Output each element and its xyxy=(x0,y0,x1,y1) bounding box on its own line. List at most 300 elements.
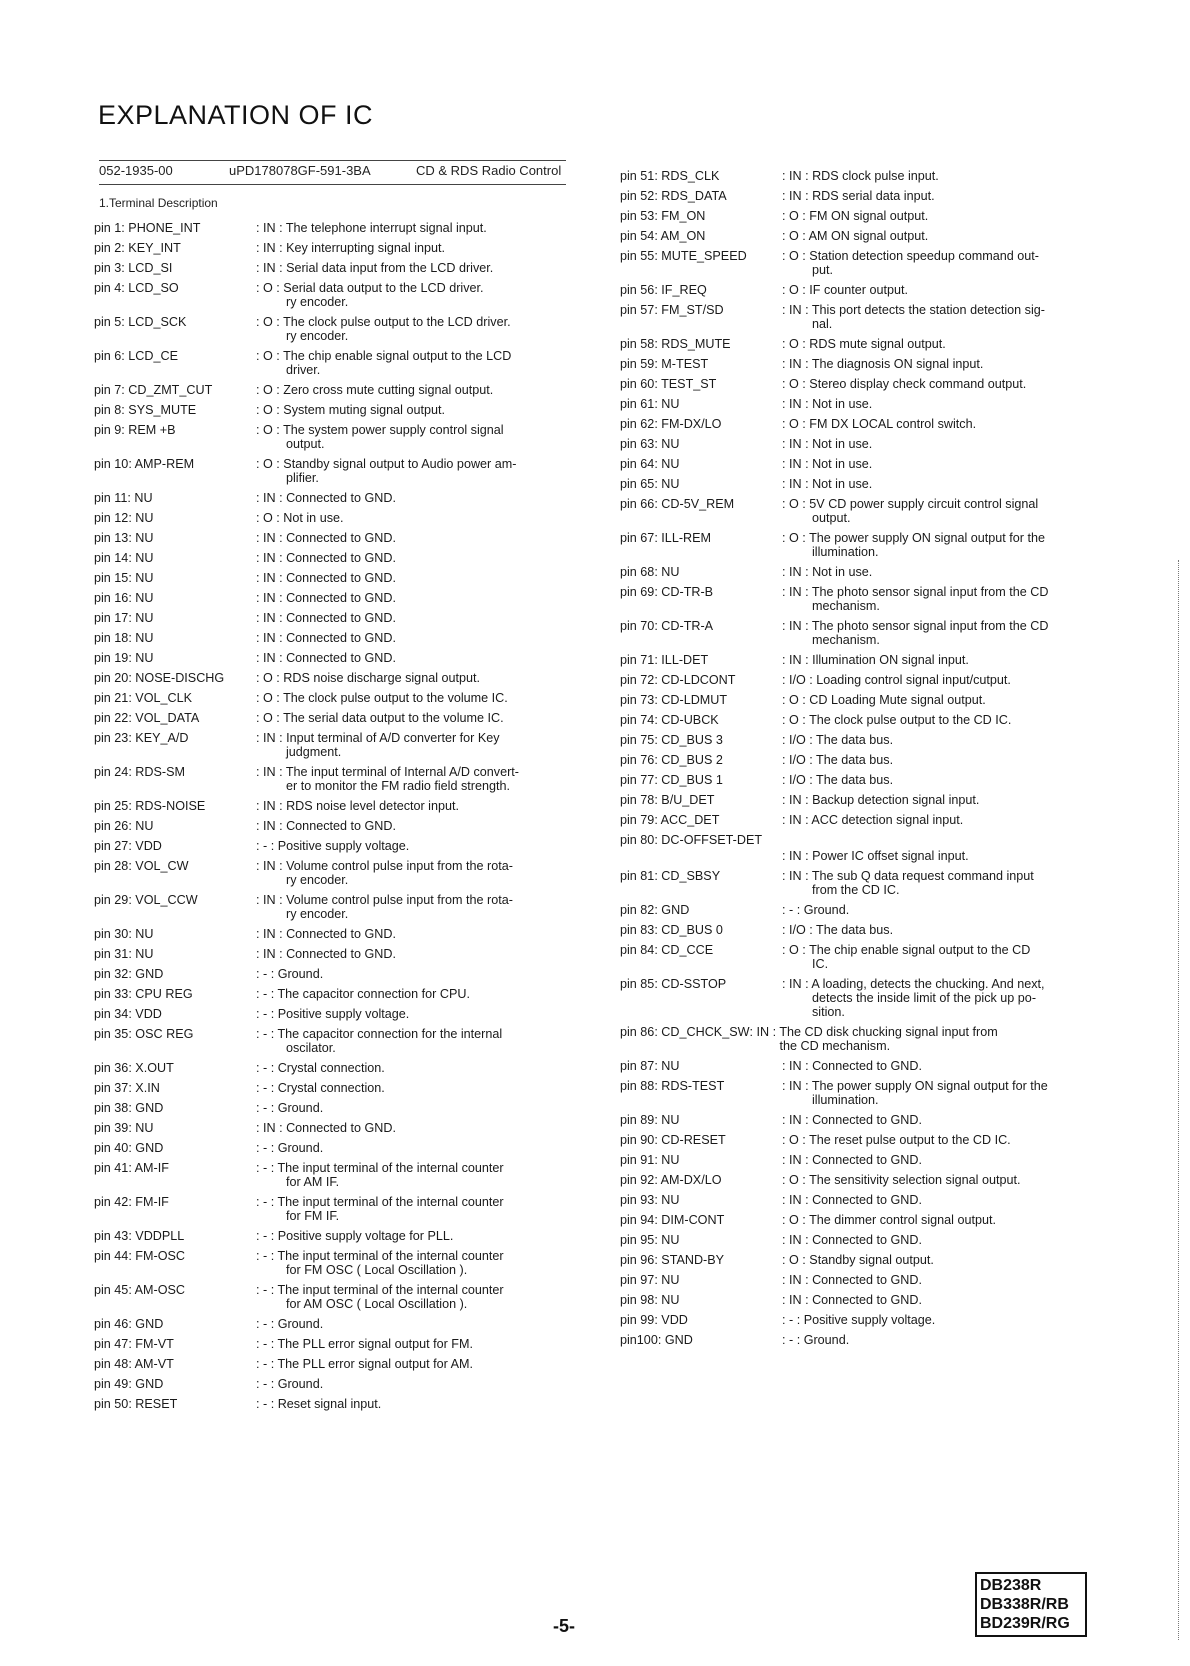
pin-description-text: : O : The clock pulse output to the CD IC. xyxy=(782,713,1012,727)
pin-label: pin 34: VDD xyxy=(94,1007,162,1021)
pin-row xyxy=(94,281,574,309)
pin-description-text: : O : RDS noise discharge signal output. xyxy=(256,671,481,685)
pin-description-continuation: oscilator. xyxy=(286,1041,336,1055)
pin-row xyxy=(94,987,574,1001)
pin-row xyxy=(620,249,1090,277)
pin-description-text: : - : Positive supply voltage. xyxy=(256,1007,410,1021)
pin-label: pin 47: FM-VT xyxy=(94,1337,174,1351)
page-title: EXPLANATION OF IC xyxy=(98,100,374,130)
pin-description xyxy=(782,169,1090,183)
pin-description-continuation: for AM OSC ( Local Oscillation ). xyxy=(286,1297,468,1311)
ic-model: uPD178078GF-591-3BA xyxy=(229,163,371,178)
pin-description-text: : O : Zero cross mute cutting signal output. xyxy=(256,383,494,397)
pin-description-text: : IN : Connected to GND. xyxy=(256,531,396,545)
pin-description-text: : IN : Backup detection signal input. xyxy=(782,793,980,807)
pin-description xyxy=(256,1121,574,1135)
pin-description-text: : O : The clock pulse output to the LCD driver. xyxy=(256,315,511,329)
pin-description-continuation: mechanism. xyxy=(812,599,880,613)
pin-row xyxy=(94,731,574,759)
pin-description-text: : IN : Connected to GND. xyxy=(256,571,396,585)
pin-row xyxy=(620,693,1090,707)
pin-description xyxy=(782,1133,1090,1147)
pin-label: pin 62: FM-DX/LO xyxy=(620,417,722,431)
pin-description xyxy=(782,437,1090,451)
pin-label: pin 29: VOL_CCW xyxy=(94,893,198,907)
pin-row xyxy=(94,383,574,397)
pin-description xyxy=(782,229,1090,243)
pin-description-text: : - : The input terminal of the internal counter xyxy=(256,1195,504,1209)
pin-label: pin 64: NU xyxy=(620,457,680,471)
pin-description-text: : IN : Connected to GND. xyxy=(256,611,396,625)
pin-description xyxy=(256,765,574,793)
pin-description xyxy=(782,653,1090,667)
model-number: DB238R xyxy=(980,1577,1042,1594)
pin-row xyxy=(94,571,574,585)
pin-description-text: : IN : Volume control pulse input from the rota- xyxy=(256,859,513,873)
pin-description xyxy=(782,813,1090,827)
pin-description-text: : - : The PLL error signal output for AM. xyxy=(256,1357,473,1371)
pin-description xyxy=(256,671,574,685)
pin-description xyxy=(256,221,574,235)
pin-description xyxy=(782,1213,1090,1227)
pin-description-continuation: illumination. xyxy=(812,545,879,559)
pin-row xyxy=(620,1313,1090,1327)
pin-row xyxy=(94,511,574,525)
pin-label: pin 67: ILL-REM xyxy=(620,531,711,545)
pin-description-text: : IN : Connected to GND. xyxy=(256,551,396,565)
pin-row xyxy=(94,403,574,417)
pin-description xyxy=(256,551,574,565)
pin-label: pin 14: NU xyxy=(94,551,154,565)
pin-description-text: : IN : Connected to GND. xyxy=(256,819,396,833)
pin-label: pin 10: AMP-REM xyxy=(94,457,195,471)
pin-description xyxy=(782,585,1090,613)
pin-row xyxy=(94,1161,574,1189)
pin-description-continuation: put. xyxy=(812,263,834,277)
pin-description-text: : - : Crystal connection. xyxy=(256,1081,385,1095)
pin-label: pin 5: LCD_SCK xyxy=(94,315,187,329)
pin-row xyxy=(94,551,574,565)
pin-row xyxy=(94,711,574,725)
pin-description-text: : O : The serial data output to the volume IC. xyxy=(256,711,504,725)
pin-description-text: : IN : Connected to GND. xyxy=(256,491,396,505)
pin-description-text: : - : Reset signal input. xyxy=(256,1397,382,1411)
pin-description xyxy=(256,1081,574,1095)
pin-row xyxy=(94,967,574,981)
pin-description-text: : O : The chip enable signal output to the CD xyxy=(782,943,1031,957)
pin-list-left xyxy=(94,221,574,1417)
pin-description xyxy=(256,987,574,1001)
pin-row xyxy=(620,377,1090,391)
pin-label: pin 40: GND xyxy=(94,1141,164,1155)
pin-description-text: : IN : A loading, detects the chucking. And next, xyxy=(782,977,1045,991)
pin-description xyxy=(256,457,574,485)
pin-label: pin 99: VDD xyxy=(620,1313,688,1327)
pin-description-text: : O : CD Loading Mute signal output. xyxy=(782,693,986,707)
pin-description-text: : I/O : The data bus. xyxy=(782,923,894,937)
pin-description-text: : IN : Illumination ON signal input. xyxy=(782,653,969,667)
pin-description xyxy=(256,819,574,833)
pin-row xyxy=(620,733,1090,747)
pin-description-text: : I/O : The data bus. xyxy=(782,733,894,747)
pin-row xyxy=(620,303,1090,331)
pin-label: pin 53: FM_ON xyxy=(620,209,706,223)
pin-label: pin 83: CD_BUS 0 xyxy=(620,923,723,937)
pin-label: pin 39: NU xyxy=(94,1121,154,1135)
pin-label: pin 65: NU xyxy=(620,477,680,491)
pin-row xyxy=(94,1283,574,1311)
pin-description-text: : O : Standby signal output to Audio power am- xyxy=(256,457,517,471)
pin-label: pin 25: RDS-NOISE xyxy=(94,799,206,813)
pin-description-text: : IN : The photo sensor signal input from the CD xyxy=(782,585,1049,599)
pin-description-continuation: nal. xyxy=(812,317,833,331)
pin-row xyxy=(620,457,1090,471)
pin-label: pin 96: STAND-BY xyxy=(620,1253,725,1267)
pin-description xyxy=(256,1377,574,1391)
pin-label: pin 12: NU xyxy=(94,511,154,525)
pin-description-text: : O : The chip enable signal output to the LCD xyxy=(256,349,512,363)
pin-description-text: : IN : The CD disk chucking signal input from xyxy=(749,1025,998,1039)
pin-description-text: : O : 5V CD power supply circuit control signal xyxy=(782,497,1039,511)
pin-row xyxy=(94,691,574,705)
pin-label: pin 41: AM-IF xyxy=(94,1161,169,1175)
pin-description xyxy=(256,1317,574,1331)
pin-label: pin 9: REM +B xyxy=(94,423,176,437)
pin-label: pin 54: AM_ON xyxy=(620,229,706,243)
pin-label: pin 86: CD_CHCK_SW xyxy=(620,1025,750,1039)
pin-label: pin 85: CD-SSTOP xyxy=(620,977,727,991)
pin-row xyxy=(620,1025,1090,1053)
pin-description-text: : IN : ACC detection signal input. xyxy=(782,813,964,827)
pin-description-text: : O : Stereo display check command output. xyxy=(782,377,1027,391)
pin-row xyxy=(620,903,1090,917)
pin-description-continuation: detects the inside limit of the pick up po- xyxy=(812,991,1037,1005)
pin-description xyxy=(256,711,574,725)
pin-description-text: : - : Crystal connection. xyxy=(256,1061,385,1075)
pin-description xyxy=(256,1357,574,1371)
pin-description-text: : IN : The telephone interrupt signal input. xyxy=(256,221,487,235)
pin-label: pin 33: CPU REG xyxy=(94,987,193,1001)
pin-label: pin 94: DIM-CONT xyxy=(620,1213,725,1227)
pin-row xyxy=(94,1229,574,1243)
pin-row xyxy=(94,927,574,941)
pin-description-text: : IN : Connected to GND. xyxy=(256,1121,396,1135)
pin-label: pin 50: RESET xyxy=(94,1397,178,1411)
pin-description-text: : IN : Volume control pulse input from the rota- xyxy=(256,893,513,907)
pin-row xyxy=(620,437,1090,451)
pin-description xyxy=(256,651,574,665)
pin-row xyxy=(94,1101,574,1115)
pin-description xyxy=(256,1161,574,1189)
pin-description-continuation: ry encoder. xyxy=(286,873,349,887)
pin-row xyxy=(94,315,574,343)
pin-row xyxy=(94,1397,574,1411)
pin-description-text: : - : Ground. xyxy=(256,1317,324,1331)
pin-description-text: : - : Positive supply voltage. xyxy=(256,839,410,853)
pin-row xyxy=(94,221,574,235)
pin-row xyxy=(94,765,574,793)
pin-description-text: : IN : Not in use. xyxy=(782,397,873,411)
pin-description xyxy=(782,1333,1090,1347)
pin-label: pin 27: VDD xyxy=(94,839,162,853)
pin-description xyxy=(782,337,1090,351)
pin-description xyxy=(782,1313,1090,1327)
pin-row xyxy=(94,1007,574,1021)
pin-description xyxy=(256,349,574,377)
pin-description xyxy=(782,1253,1090,1267)
scan-edge-divider xyxy=(1178,560,1180,1640)
pin-label: pin 77: CD_BUS 1 xyxy=(620,773,723,787)
pin-row xyxy=(620,397,1090,411)
pin-label: pin 60: TEST_ST xyxy=(620,377,717,391)
pin-row xyxy=(94,1061,574,1075)
pin-description xyxy=(782,943,1090,971)
pin-label: pin 2: KEY_INT xyxy=(94,241,181,255)
pin-row xyxy=(620,477,1090,491)
pin-description xyxy=(256,315,574,343)
pin-description-text: : O : The sensitivity selection signal output. xyxy=(782,1173,1021,1187)
pin-description xyxy=(782,477,1090,491)
pin-row xyxy=(94,423,574,451)
pin-row xyxy=(94,1249,574,1277)
pin-description-text: : IN : The input terminal of Internal A/D convert- xyxy=(256,765,519,779)
pin-row xyxy=(620,833,1090,863)
pin-label: pin 91: NU xyxy=(620,1153,680,1167)
pin-description xyxy=(782,773,1090,787)
pin-description-text: : IN : Connected to GND. xyxy=(256,651,396,665)
pin-label: pin 26: NU xyxy=(94,819,154,833)
pin-label: pin 35: OSC REG xyxy=(94,1027,194,1041)
pin-description-text: : O : FM ON signal output. xyxy=(782,209,929,223)
pin-description-text: : O : The reset pulse output to the CD IC. xyxy=(782,1133,1011,1147)
pin-description xyxy=(782,619,1090,647)
pin-row xyxy=(620,1333,1090,1347)
pin-label: pin 20: NOSE-DISCHG xyxy=(94,671,225,685)
pin-description xyxy=(782,1273,1090,1287)
pin-row xyxy=(94,839,574,853)
pin-description-text: : O : The clock pulse output to the volume IC. xyxy=(256,691,508,705)
pin-description xyxy=(782,417,1090,431)
pin-description-text: : - : Ground. xyxy=(256,1141,324,1155)
pin-description xyxy=(782,283,1090,297)
pin-label: pin 52: RDS_DATA xyxy=(620,189,727,203)
pin-row xyxy=(620,565,1090,579)
pin-label: pin 90: CD-RESET xyxy=(620,1133,726,1147)
pin-description-text: : IN : The diagnosis ON signal input. xyxy=(782,357,984,371)
pin-row xyxy=(94,631,574,645)
pin-description-text: : - : Ground. xyxy=(782,903,850,917)
pin-row xyxy=(620,653,1090,667)
pin-description-text: : O : The power supply ON signal output for the xyxy=(782,531,1045,545)
pin-label: pin 42: FM-IF xyxy=(94,1195,169,1209)
pin-label: pin 38: GND xyxy=(94,1101,164,1115)
pin-description xyxy=(256,1195,574,1223)
pin-description xyxy=(782,693,1090,707)
pin-description-text: : O : Standby signal output. xyxy=(782,1253,934,1267)
pin-description xyxy=(256,893,574,921)
pin-label: pin 17: NU xyxy=(94,611,154,625)
pin-label: pin 72: CD-LDCONT xyxy=(620,673,736,687)
pin-description xyxy=(256,383,574,397)
pin-description xyxy=(782,673,1090,687)
pin-description xyxy=(256,1007,574,1021)
pin-description xyxy=(256,1283,574,1311)
pin-label: pin 21: VOL_CLK xyxy=(94,691,193,705)
pin-description xyxy=(782,1173,1090,1187)
pin-label: pin 88: RDS-TEST xyxy=(620,1079,725,1093)
pin-description xyxy=(256,839,574,853)
pin-description-continuation: for FM IF. xyxy=(286,1209,340,1223)
pin-row xyxy=(94,491,574,505)
pin-row xyxy=(94,1141,574,1155)
pin-description-text: : IN : Connected to GND. xyxy=(782,1059,922,1073)
pin-description xyxy=(256,1397,574,1411)
model-number: BD239R/RG xyxy=(980,1615,1070,1632)
pin-row xyxy=(94,457,574,485)
pin-description-continuation: ry encoder. xyxy=(286,295,349,309)
pin-description-text: : - : The input terminal of the internal counter xyxy=(256,1161,504,1175)
pin-description-text: : - : Ground. xyxy=(256,1101,324,1115)
pin-description-continuation: IC. xyxy=(812,957,829,971)
pin-row xyxy=(94,799,574,813)
pin-row xyxy=(94,531,574,545)
pin-description xyxy=(782,1113,1090,1127)
pin-description-text: : IN : Connected to GND. xyxy=(256,631,396,645)
pin-description xyxy=(782,753,1090,767)
pin-description xyxy=(256,423,574,451)
pin-description-text: : IN : Not in use. xyxy=(782,477,873,491)
pin-row xyxy=(620,753,1090,767)
pin-label: pin 89: NU xyxy=(620,1113,680,1127)
pin-row xyxy=(620,169,1090,183)
pin-row xyxy=(620,773,1090,787)
pin-description xyxy=(782,249,1090,277)
pin-label: pin 15: NU xyxy=(94,571,154,585)
pin-description xyxy=(256,1061,574,1075)
pin-label: pin 61: NU xyxy=(620,397,680,411)
pin-row xyxy=(94,893,574,921)
pin-description-text: : - : Ground. xyxy=(256,967,324,981)
pin-label: pin 4: LCD_SO xyxy=(94,281,179,295)
pin-description-text: : IN : RDS noise level detector input. xyxy=(256,799,459,813)
pin-description-text: : IN : The sub Q data request command input xyxy=(782,869,1034,883)
pin-label: pin 32: GND xyxy=(94,967,164,981)
pin-description xyxy=(782,903,1090,917)
pin-row xyxy=(620,673,1090,687)
pin-description-continuation: driver. xyxy=(286,363,321,377)
pin-row xyxy=(620,713,1090,727)
pin-label: pin 24: RDS-SM xyxy=(94,765,185,779)
pin-description-continuation: for AM IF. xyxy=(286,1175,340,1189)
pin-description xyxy=(256,927,574,941)
pin-row xyxy=(94,819,574,833)
pin-description-text: : IN : Power IC offset signal input. xyxy=(782,849,969,863)
pin-label: pin 45: AM-OSC xyxy=(94,1283,185,1297)
pin-row xyxy=(620,585,1090,613)
pin-description xyxy=(782,209,1090,223)
pin-label: pin 36: X.OUT xyxy=(94,1061,174,1075)
pin-row xyxy=(94,349,574,377)
pin-label: pin 73: CD-LDMUT xyxy=(620,693,728,707)
pin-description xyxy=(782,565,1090,579)
pin-description-continuation: sition. xyxy=(812,1005,845,1019)
pin-row xyxy=(94,1377,574,1391)
pin-description-text: : I/O : Loading control signal input/cutput. xyxy=(782,673,1011,687)
pin-label: pin 19: NU xyxy=(94,651,154,665)
pin-label: pin 11: NU xyxy=(94,491,153,505)
pin-label: pin 71: ILL-DET xyxy=(620,653,709,667)
pin-row xyxy=(620,1059,1090,1073)
pin-description xyxy=(256,631,574,645)
pin-label: pin 57: FM_ST/SD xyxy=(620,303,724,317)
pin-label: pin 49: GND xyxy=(94,1377,164,1391)
pin-row xyxy=(620,1233,1090,1247)
pin-description xyxy=(782,1233,1090,1247)
pin-description-text: : O : IF counter output. xyxy=(782,283,908,297)
pin-row xyxy=(620,531,1090,559)
pin-description xyxy=(782,531,1090,559)
pin-label: pin 22: VOL_DATA xyxy=(94,711,200,725)
pin-row xyxy=(94,1027,574,1055)
pin-row xyxy=(620,497,1090,525)
pin-description xyxy=(256,799,574,813)
pin-description-text: : O : RDS mute signal output. xyxy=(782,337,946,351)
pin-description-continuation: from the CD IC. xyxy=(812,883,900,897)
pin-label: pin 3: LCD_SI xyxy=(94,261,173,275)
pin-row xyxy=(94,859,574,887)
pin-label: pin 69: CD-TR-B xyxy=(620,585,714,599)
pin-description xyxy=(782,977,1090,1019)
pin-row xyxy=(620,1213,1090,1227)
pin-label: pin 16: NU xyxy=(94,591,154,605)
pin-description-continuation: plifier. xyxy=(286,471,319,485)
pin-label: pin 78: B/U_DET xyxy=(620,793,715,807)
pin-description xyxy=(256,1141,574,1155)
pin-description-continuation: ry encoder. xyxy=(286,329,349,343)
pin-label: pin 80: DC-OFFSET-DET xyxy=(620,833,763,847)
pin-description-text: : - : Positive supply voltage for PLL. xyxy=(256,1229,454,1243)
pin-label: pin 98: NU xyxy=(620,1293,680,1307)
pin-list-right xyxy=(620,169,1090,1353)
pin-description xyxy=(782,377,1090,391)
pin-label: pin 7: CD_ZMT_CUT xyxy=(94,383,213,397)
pin-row xyxy=(620,1133,1090,1147)
pin-label: pin 51: RDS_CLK xyxy=(620,169,720,183)
pin-label: pin 79: ACC_DET xyxy=(620,813,720,827)
pin-description xyxy=(256,261,574,275)
pin-label: pin 93: NU xyxy=(620,1193,680,1207)
pin-description xyxy=(782,189,1090,203)
pin-label: pin 95: NU xyxy=(620,1233,680,1247)
pin-label: pin 84: CD_CCE xyxy=(620,943,714,957)
pin-description-text: : IN : Input terminal of A/D converter for Key xyxy=(256,731,500,745)
pin-description xyxy=(256,1027,574,1055)
pin-description xyxy=(782,1193,1090,1207)
pin-row xyxy=(620,209,1090,223)
pin-label: pin 76: CD_BUS 2 xyxy=(620,753,723,767)
pin-label: pin 13: NU xyxy=(94,531,154,545)
pin-label: pin 18: NU xyxy=(94,631,154,645)
pin-description-text: : IN : Connected to GND. xyxy=(782,1273,922,1287)
pin-description-text: : IN : Connected to GND. xyxy=(782,1233,922,1247)
pin-label: pin 1: PHONE_INT xyxy=(94,221,201,235)
pin-row xyxy=(620,1293,1090,1307)
pin-row xyxy=(94,947,574,961)
pin-description-text: : O : Station detection speedup command out- xyxy=(782,249,1039,263)
model-number-box xyxy=(975,1572,1087,1637)
pin-description-text: : IN : Not in use. xyxy=(782,565,873,579)
pin-row xyxy=(620,1113,1090,1127)
